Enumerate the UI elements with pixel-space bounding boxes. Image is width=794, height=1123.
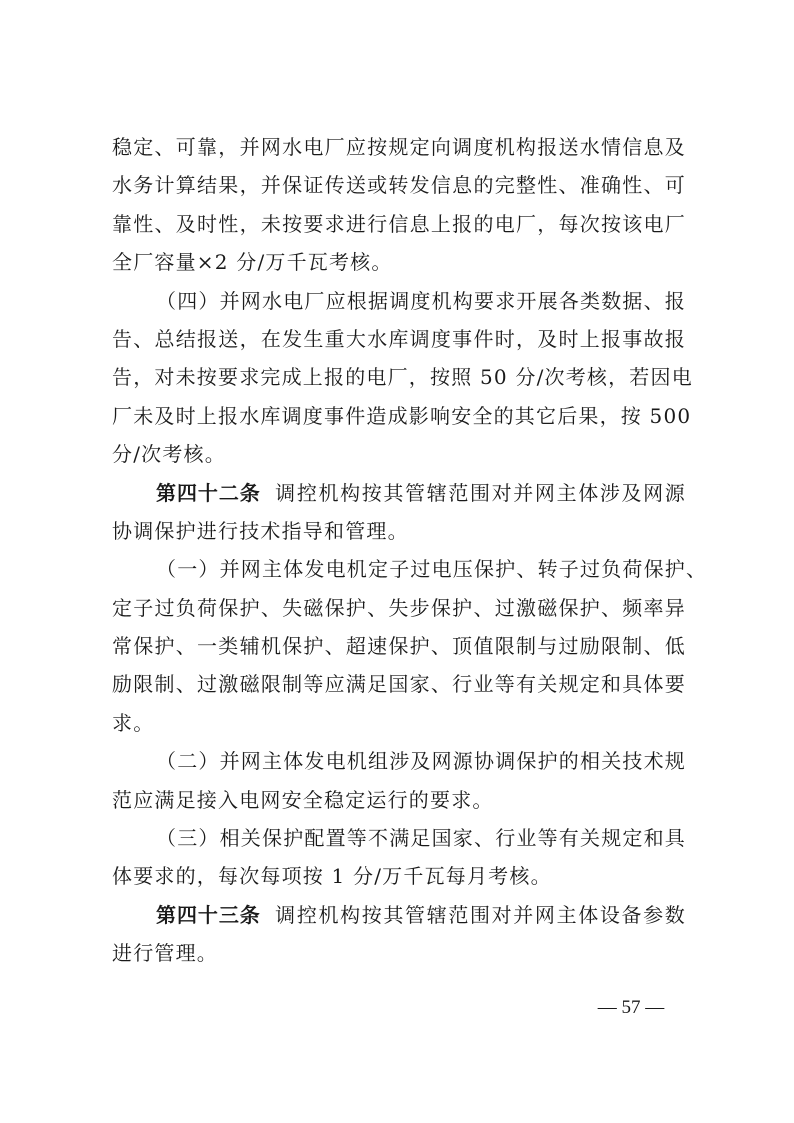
- text-line: 求。: [112, 710, 155, 735]
- article-42-first-line: [112, 474, 686, 512]
- page-number: — 57 —: [597, 997, 665, 1018]
- text-line: （四）并网水电厂应根据调度机构要求开展各类数据、报: [156, 288, 686, 313]
- text-line: 稳定、可靠，并网水电厂应按规定向调度机构报送水情信息及: [112, 135, 686, 159]
- text-line: （二）并网主体发电机组涉及网源协调保护的相关技术规: [156, 749, 686, 774]
- text-line: 靠性、及时性，未按要求进行信息上报的电厂，每次按该电厂: [112, 211, 686, 236]
- article-42-text: 调控机构按其管辖范围对并网主体涉及网源: [274, 480, 686, 505]
- article-43-first-line: [112, 896, 686, 934]
- text-line: 常保护、一类辅机保护、超速保护、顶值限制与过励限制、低: [112, 634, 686, 659]
- text-line: （一）并网主体发电机定子过电压保护、转子过负荷保护、: [156, 557, 708, 582]
- text-line: 定子过负荷保护、失磁保护、失步保护、过激磁保护、频率异: [112, 595, 686, 620]
- article-42-title: 第四十二条: [156, 480, 261, 505]
- article-43-text: 调控机构按其管辖范围对并网主体设备参数: [274, 902, 686, 927]
- text-line: 进行管理。: [112, 941, 218, 966]
- text-line: 厂未及时上报水库调度事件造成影响安全的其它后果，按 500: [112, 403, 692, 428]
- text-line: 水务计算结果，并保证传送或转发信息的完整性、准确性、可: [112, 173, 686, 198]
- text-line: 体要求的，每次每项按 1 分/万千瓦每月考核。: [112, 864, 552, 889]
- text-line: （三）相关保护配置等不满足国家、行业等有关规定和具: [156, 826, 686, 851]
- body-text: [112, 128, 708, 973]
- text-line: 励限制、过激磁限制等应满足国家、行业等有关规定和具体要: [112, 672, 686, 697]
- text-line: 全厂容量×2 分/万千瓦考核。: [112, 250, 393, 275]
- text-line: 告，对未按要求完成上报的电厂，按照 50 分/次考核，若因电: [112, 365, 693, 390]
- text-line: 告、总结报送，在发生重大水库调度事件时，及时上报事故报: [112, 326, 686, 351]
- article-43-title: 第四十三条: [156, 902, 261, 927]
- text-line: 协调保护进行技术指导和管理。: [112, 518, 409, 543]
- text-line: 范应满足接入电网安全稳定运行的要求。: [112, 787, 494, 812]
- text-line: 分/次考核。: [112, 442, 226, 467]
